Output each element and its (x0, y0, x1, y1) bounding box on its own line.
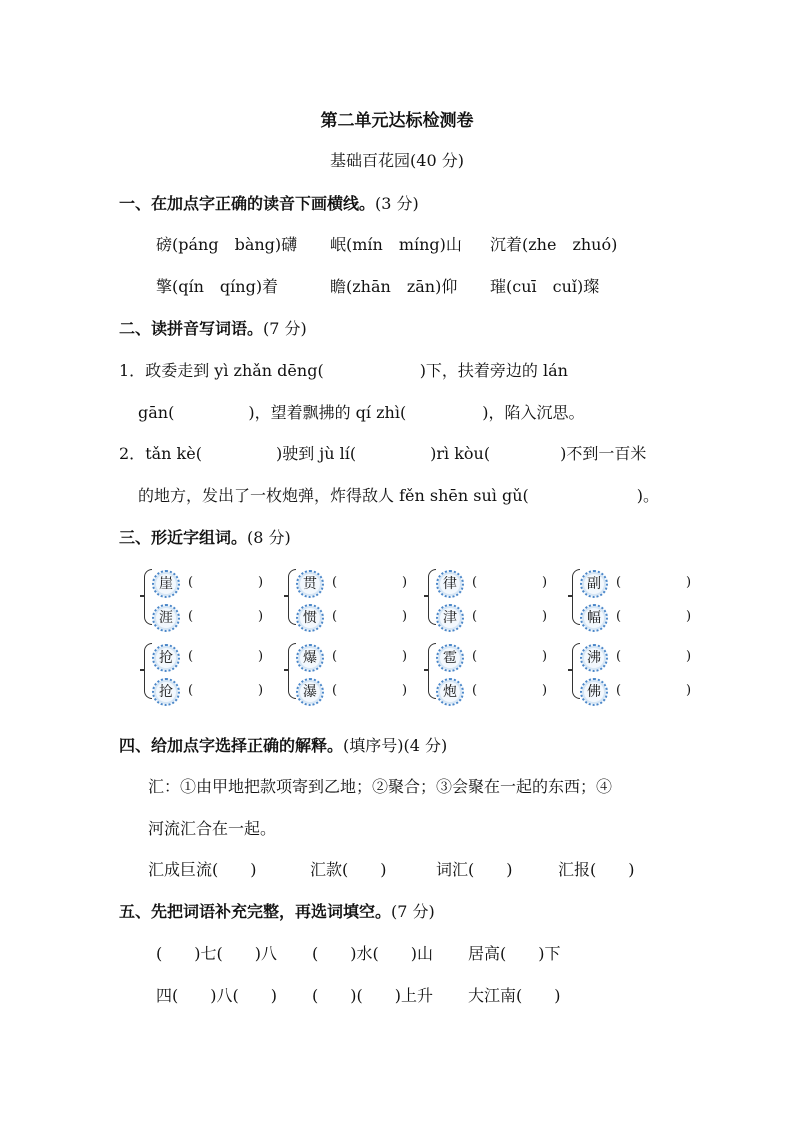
answer-paren-close: ) (542, 649, 548, 664)
s1-row1-item1: 磅(páng bàng)礴 (156, 235, 298, 254)
s5-row1-item1[interactable]: ( )七( )八 (156, 944, 277, 963)
answer-blank[interactable] (482, 681, 542, 701)
section-2-title: 二、读拼音写词语。 (119, 319, 264, 338)
s2-q2-line1 (119, 441, 646, 464)
section-1-title: 一、在加点字正确的读音下画横线。 (119, 194, 376, 213)
char-badge: 律 (436, 570, 464, 598)
char-badge: 爆 (296, 644, 324, 672)
char-group (144, 641, 274, 701)
char-badge: 抢 (152, 678, 180, 706)
s5-row2-item3[interactable]: 大江南( ) (468, 986, 561, 1005)
s1-row2-item2: 瞻(zhān zān)仰 (330, 277, 458, 296)
char-badge: 崖 (152, 570, 180, 598)
char-group (288, 567, 418, 627)
s2-q1-text-e: )，陷入沉思。 (482, 403, 585, 422)
s5-row2-item2[interactable]: ( )( )上升 (312, 986, 433, 1005)
answer-paren-close: ) (402, 575, 408, 590)
answer-paren-close: ) (542, 609, 548, 624)
answer-blank[interactable] (626, 681, 686, 701)
char-badge: 津 (436, 604, 464, 632)
s5-row1-item3[interactable]: 居高( )下 (468, 944, 561, 963)
answer-paren-close: ) (402, 609, 408, 624)
s1-row1-item2: 岷(mín míng)山 (330, 235, 462, 254)
s2-q1-text-a: 政委走到 yì zhǎn dēng( (145, 361, 324, 380)
s2-q2-text-f: )。 (636, 486, 660, 505)
s5-row1-item2[interactable]: ( )水( )山 (312, 944, 433, 963)
s1-row2-item3: 璀(cuī cuǐ)璨 (490, 277, 600, 296)
answer-paren-open: ( (472, 575, 478, 590)
answer-blank[interactable] (626, 647, 686, 667)
s4-item-3[interactable]: 词汇( ) (436, 860, 513, 879)
answer-blank[interactable] (626, 607, 686, 627)
answer-paren-close: ) (258, 609, 264, 624)
s2-q1-text-d: )，望着飘拂的 qí zhì( (248, 403, 407, 422)
s2-q1-text-c: gān( (138, 403, 175, 422)
answer-blank[interactable] (482, 573, 542, 593)
char-group (288, 641, 418, 701)
answer-paren-open: ( (616, 649, 622, 664)
brace-icon (144, 569, 152, 625)
section-4-title: 四、给加点字选择正确的解释。 (119, 736, 344, 755)
s1-row1-item3: 沉着(zhe zhuó) (490, 235, 618, 254)
brace-icon (288, 643, 296, 699)
brace-icon (288, 569, 296, 625)
answer-paren-open: ( (332, 649, 338, 664)
s2-q1-number: 1． (119, 361, 146, 380)
s2-q2-text-b: )驶到 jù lí( (275, 444, 357, 463)
answer-paren-close: ) (686, 609, 692, 624)
s2-q2-text-c: )rì kòu( (430, 444, 491, 463)
section-3-heading (119, 525, 291, 548)
section-5-heading (119, 899, 435, 922)
answer-paren-close: ) (402, 683, 408, 698)
page-subtitle: 基础百花园(40 分) (330, 151, 464, 170)
answer-paren-close: ) (258, 649, 264, 664)
section-3-title: 三、形近字组词。 (119, 528, 248, 547)
brace-icon (572, 569, 580, 625)
answer-blank[interactable] (482, 607, 542, 627)
answer-paren-close: ) (542, 575, 548, 590)
answer-paren-open: ( (188, 649, 194, 664)
brace-icon (572, 643, 580, 699)
s4-item-2[interactable]: 汇款( ) (310, 860, 387, 879)
answer-blank[interactable] (198, 681, 258, 701)
s2-q2-text-e: 的地方，发出了一枚炮弹，炸得敌人 fěn shēn suì gǔ( (138, 486, 529, 505)
s2-q2-number: 2． (119, 444, 146, 463)
s2-q1-line2 (138, 400, 584, 423)
char-badge: 佛 (580, 678, 608, 706)
answer-paren-close: ) (542, 683, 548, 698)
section-5-points: (7 分) (391, 902, 435, 921)
char-badge: 雹 (436, 644, 464, 672)
s4-item-1[interactable]: 汇成巨流( ) (148, 860, 257, 879)
brace-icon (428, 569, 436, 625)
s5-row2-item1[interactable]: 四( )八( ) (156, 986, 277, 1005)
char-badge: 副 (580, 570, 608, 598)
answer-blank[interactable] (342, 647, 402, 667)
answer-blank[interactable] (198, 607, 258, 627)
char-group (428, 567, 558, 627)
char-badge: 惯 (296, 604, 324, 632)
char-badge: 抢 (152, 644, 180, 672)
s1-row2-item1: 擎(qín qíng)着 (156, 277, 279, 296)
s2-q1-text-b: )下，扶着旁边的 lán (419, 361, 568, 380)
answer-paren-open: ( (188, 683, 194, 698)
section-2-points: (7 分) (263, 319, 307, 338)
section-5-title: 五、先把词语补充完整，再选词填空。 (119, 902, 392, 921)
brace-icon (144, 643, 152, 699)
answer-paren-open: ( (472, 609, 478, 624)
brace-icon (428, 643, 436, 699)
answer-paren-open: ( (332, 609, 338, 624)
answer-blank[interactable] (342, 573, 402, 593)
answer-paren-open: ( (188, 575, 194, 590)
section-1-points: (3 分) (375, 194, 419, 213)
answer-blank[interactable] (198, 647, 258, 667)
answer-blank[interactable] (198, 573, 258, 593)
char-badge: 涯 (152, 604, 180, 632)
s2-q2-line2 (138, 483, 659, 506)
char-group (572, 641, 702, 701)
char-group (144, 567, 274, 627)
s4-definition-line1: 汇：①由甲地把款项寄到乙地；②聚合；③会聚在一起的东西；④ (148, 777, 613, 796)
answer-paren-open: ( (332, 575, 338, 590)
answer-paren-open: ( (616, 575, 622, 590)
section-4-points: (填序号)(4 分) (343, 736, 448, 755)
answer-paren-open: ( (616, 609, 622, 624)
answer-blank[interactable] (482, 647, 542, 667)
section-2-heading (119, 316, 307, 339)
char-group (428, 641, 558, 701)
answer-paren-close: ) (258, 575, 264, 590)
answer-paren-open: ( (472, 683, 478, 698)
page-title: 第二单元达标检测卷 (320, 111, 474, 131)
s2-q2-text-d: )不到一百米 (560, 444, 647, 463)
char-badge: 贯 (296, 570, 324, 598)
section-3-points: (8 分) (247, 528, 291, 547)
answer-paren-close: ) (686, 683, 692, 698)
section-4-heading (119, 733, 447, 756)
answer-paren-open: ( (332, 683, 338, 698)
answer-paren-close: ) (258, 683, 264, 698)
char-group (572, 567, 702, 627)
s2-q1-line1 (119, 358, 568, 381)
answer-blank[interactable] (626, 573, 686, 593)
char-badge: 瀑 (296, 678, 324, 706)
char-badge: 沸 (580, 644, 608, 672)
answer-paren-open: ( (472, 649, 478, 664)
answer-blank[interactable] (342, 681, 402, 701)
answer-paren-open: ( (188, 609, 194, 624)
answer-paren-open: ( (616, 683, 622, 698)
answer-paren-close: ) (686, 575, 692, 590)
answer-paren-close: ) (686, 649, 692, 664)
s4-item-4[interactable]: 汇报( ) (558, 860, 635, 879)
answer-paren-close: ) (402, 649, 408, 664)
char-badge: 炮 (436, 678, 464, 706)
char-badge: 幅 (580, 604, 608, 632)
s2-q2-text-a: tǎn kè( (145, 444, 202, 463)
s4-definition-line2: 河流汇合在一起。 (148, 819, 277, 838)
section-1-heading (119, 191, 419, 214)
answer-blank[interactable] (342, 607, 402, 627)
